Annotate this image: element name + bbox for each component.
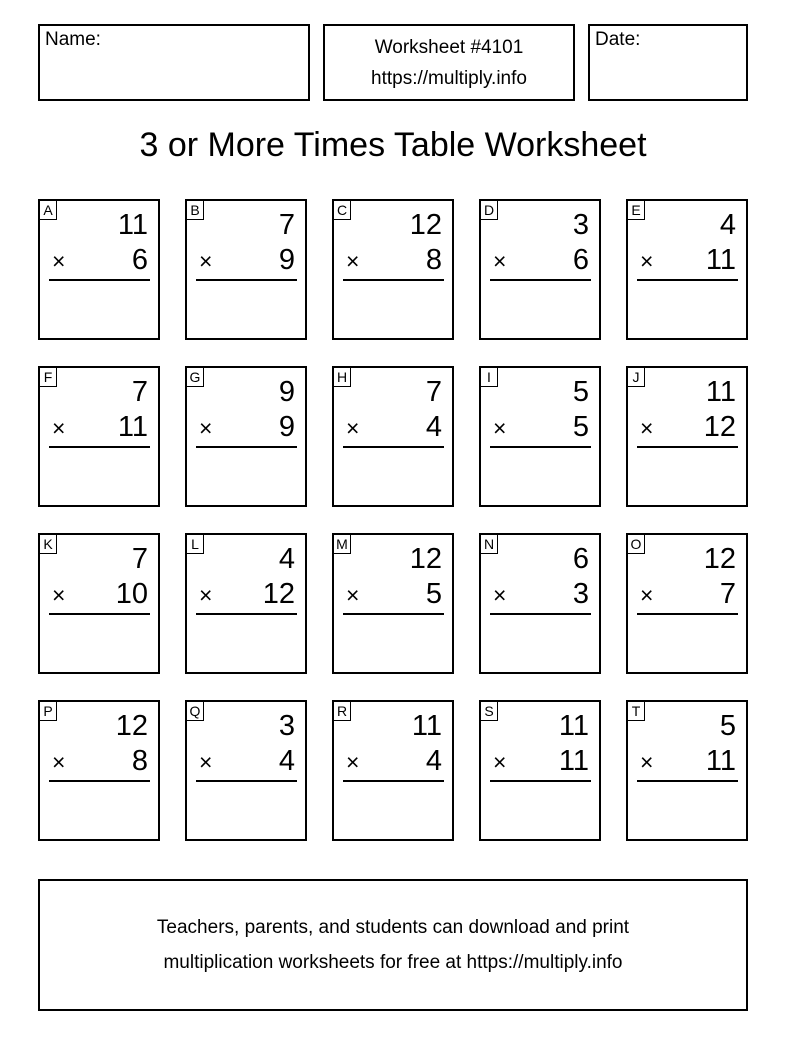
multiplier: 4 — [278, 745, 295, 777]
answer-line — [49, 446, 150, 448]
multiplier: 12 — [262, 578, 295, 610]
answer-line — [196, 780, 297, 782]
multiplicand: 7 — [278, 209, 295, 241]
problem-card — [185, 700, 307, 841]
problem-card — [626, 366, 748, 507]
multiplicand: 6 — [572, 543, 589, 575]
multiplier: 11 — [558, 745, 589, 777]
name-box — [38, 24, 310, 101]
problem-card — [38, 700, 160, 841]
answer-line — [490, 613, 591, 615]
problem-letter: R — [334, 702, 351, 721]
times-sign: × — [199, 749, 213, 775]
multiplicand: 9 — [278, 376, 295, 408]
times-sign: × — [199, 415, 213, 441]
problem-card — [626, 700, 748, 841]
problem-card — [479, 700, 601, 841]
footer-box — [38, 879, 748, 1011]
problem-card — [38, 366, 160, 507]
multiplier: 6 — [131, 244, 148, 276]
multiplier: 7 — [719, 578, 736, 610]
times-sign: × — [493, 749, 507, 775]
multiplier: 11 — [117, 411, 148, 443]
problem-letter: L — [187, 535, 204, 554]
multiplier: 5 — [425, 578, 442, 610]
problem-letter: Q — [187, 702, 204, 721]
page-title: 3 or More Times Table Worksheet — [139, 126, 647, 164]
problem-card — [479, 199, 601, 340]
problem-card — [626, 199, 748, 340]
multiplicand: 11 — [705, 376, 736, 408]
multiplicand: 4 — [719, 209, 736, 241]
multiplicand: 11 — [411, 710, 442, 742]
multiplier: 5 — [572, 411, 589, 443]
answer-line — [343, 446, 444, 448]
answer-line — [196, 446, 297, 448]
answer-line — [490, 446, 591, 448]
times-sign: × — [640, 248, 654, 274]
problem-card — [332, 700, 454, 841]
multiplier: 6 — [572, 244, 589, 276]
problem-letter: C — [334, 201, 351, 220]
multiplier: 9 — [278, 411, 295, 443]
answer-line — [196, 613, 297, 615]
name-label: Name: — [45, 29, 101, 50]
times-sign: × — [640, 415, 654, 441]
date-box — [588, 24, 748, 101]
times-sign: × — [346, 749, 360, 775]
answer-line — [343, 613, 444, 615]
problem-letter: P — [40, 702, 57, 721]
multiplicand: 12 — [115, 710, 148, 742]
times-sign: × — [493, 415, 507, 441]
problem-letter: T — [628, 702, 645, 721]
multiplicand: 7 — [131, 543, 148, 575]
answer-line — [343, 780, 444, 782]
worksheet-number: Worksheet #4101 — [374, 36, 524, 58]
problem-letter: N — [481, 535, 498, 554]
multiplier: 11 — [705, 244, 736, 276]
problem-letter: S — [481, 702, 498, 721]
problem-letter: M — [334, 535, 351, 554]
multiplier: 12 — [703, 411, 736, 443]
answer-line — [49, 780, 150, 782]
multiplicand: 12 — [409, 209, 442, 241]
multiplicand: 7 — [425, 376, 442, 408]
problem-letter: O — [628, 535, 645, 554]
problem-letter: B — [187, 201, 204, 220]
multiplicand: 11 — [558, 710, 589, 742]
times-sign: × — [640, 749, 654, 775]
answer-line — [490, 279, 591, 281]
problem-letter: J — [628, 368, 645, 387]
times-sign: × — [199, 582, 213, 608]
problem-letter: E — [628, 201, 645, 220]
multiplier: 9 — [278, 244, 295, 276]
multiplicand: 3 — [278, 710, 295, 742]
multiplier: 4 — [425, 411, 442, 443]
times-sign: × — [493, 582, 507, 608]
multiplicand: 12 — [703, 543, 736, 575]
problem-card — [479, 366, 601, 507]
times-sign: × — [346, 415, 360, 441]
times-sign: × — [346, 248, 360, 274]
multiplier: 3 — [572, 578, 589, 610]
problem-letter: I — [481, 368, 498, 387]
answer-line — [637, 780, 738, 782]
times-sign: × — [640, 582, 654, 608]
multiplicand: 4 — [278, 543, 295, 575]
footer-line-1: Teachers, parents, and students can download and print — [156, 917, 630, 938]
problem-letter: G — [187, 368, 204, 387]
problem-card — [38, 533, 160, 674]
multiplier: 8 — [425, 244, 442, 276]
answer-line — [196, 279, 297, 281]
problem-card — [332, 533, 454, 674]
answer-line — [490, 780, 591, 782]
times-sign: × — [346, 582, 360, 608]
answer-line — [343, 279, 444, 281]
problem-card — [185, 199, 307, 340]
multiplicand: 11 — [117, 209, 148, 241]
multiplier: 4 — [425, 745, 442, 777]
multiplicand: 7 — [131, 376, 148, 408]
problem-letter: K — [40, 535, 57, 554]
times-sign: × — [52, 749, 66, 775]
problem-card — [185, 366, 307, 507]
times-sign: × — [52, 415, 66, 441]
problem-card — [626, 533, 748, 674]
problem-card — [38, 199, 160, 340]
site-url: https://multiply.info — [371, 67, 527, 89]
answer-line — [637, 279, 738, 281]
problem-card — [332, 199, 454, 340]
multiplicand: 5 — [719, 710, 736, 742]
multiplier: 8 — [131, 745, 148, 777]
times-sign: × — [52, 582, 66, 608]
times-sign: × — [199, 248, 213, 274]
multiplicand: 12 — [409, 543, 442, 575]
multiplier: 11 — [705, 745, 736, 777]
worksheet-info-box — [323, 24, 575, 101]
problem-letter: F — [40, 368, 57, 387]
answer-line — [49, 613, 150, 615]
answer-line — [49, 279, 150, 281]
date-label: Date: — [595, 29, 641, 50]
times-sign: × — [52, 248, 66, 274]
problem-letter: D — [481, 201, 498, 220]
problem-card — [479, 533, 601, 674]
times-sign: × — [493, 248, 507, 274]
problem-card — [332, 366, 454, 507]
problem-letter: A — [40, 201, 57, 220]
answer-line — [637, 446, 738, 448]
answer-line — [637, 613, 738, 615]
multiplier: 10 — [115, 578, 148, 610]
multiplicand: 5 — [572, 376, 589, 408]
multiplicand: 3 — [572, 209, 589, 241]
footer-line-2: multiplication worksheets for free at https://multiply.info — [163, 952, 623, 973]
problem-card — [185, 533, 307, 674]
problem-letter: H — [334, 368, 351, 387]
